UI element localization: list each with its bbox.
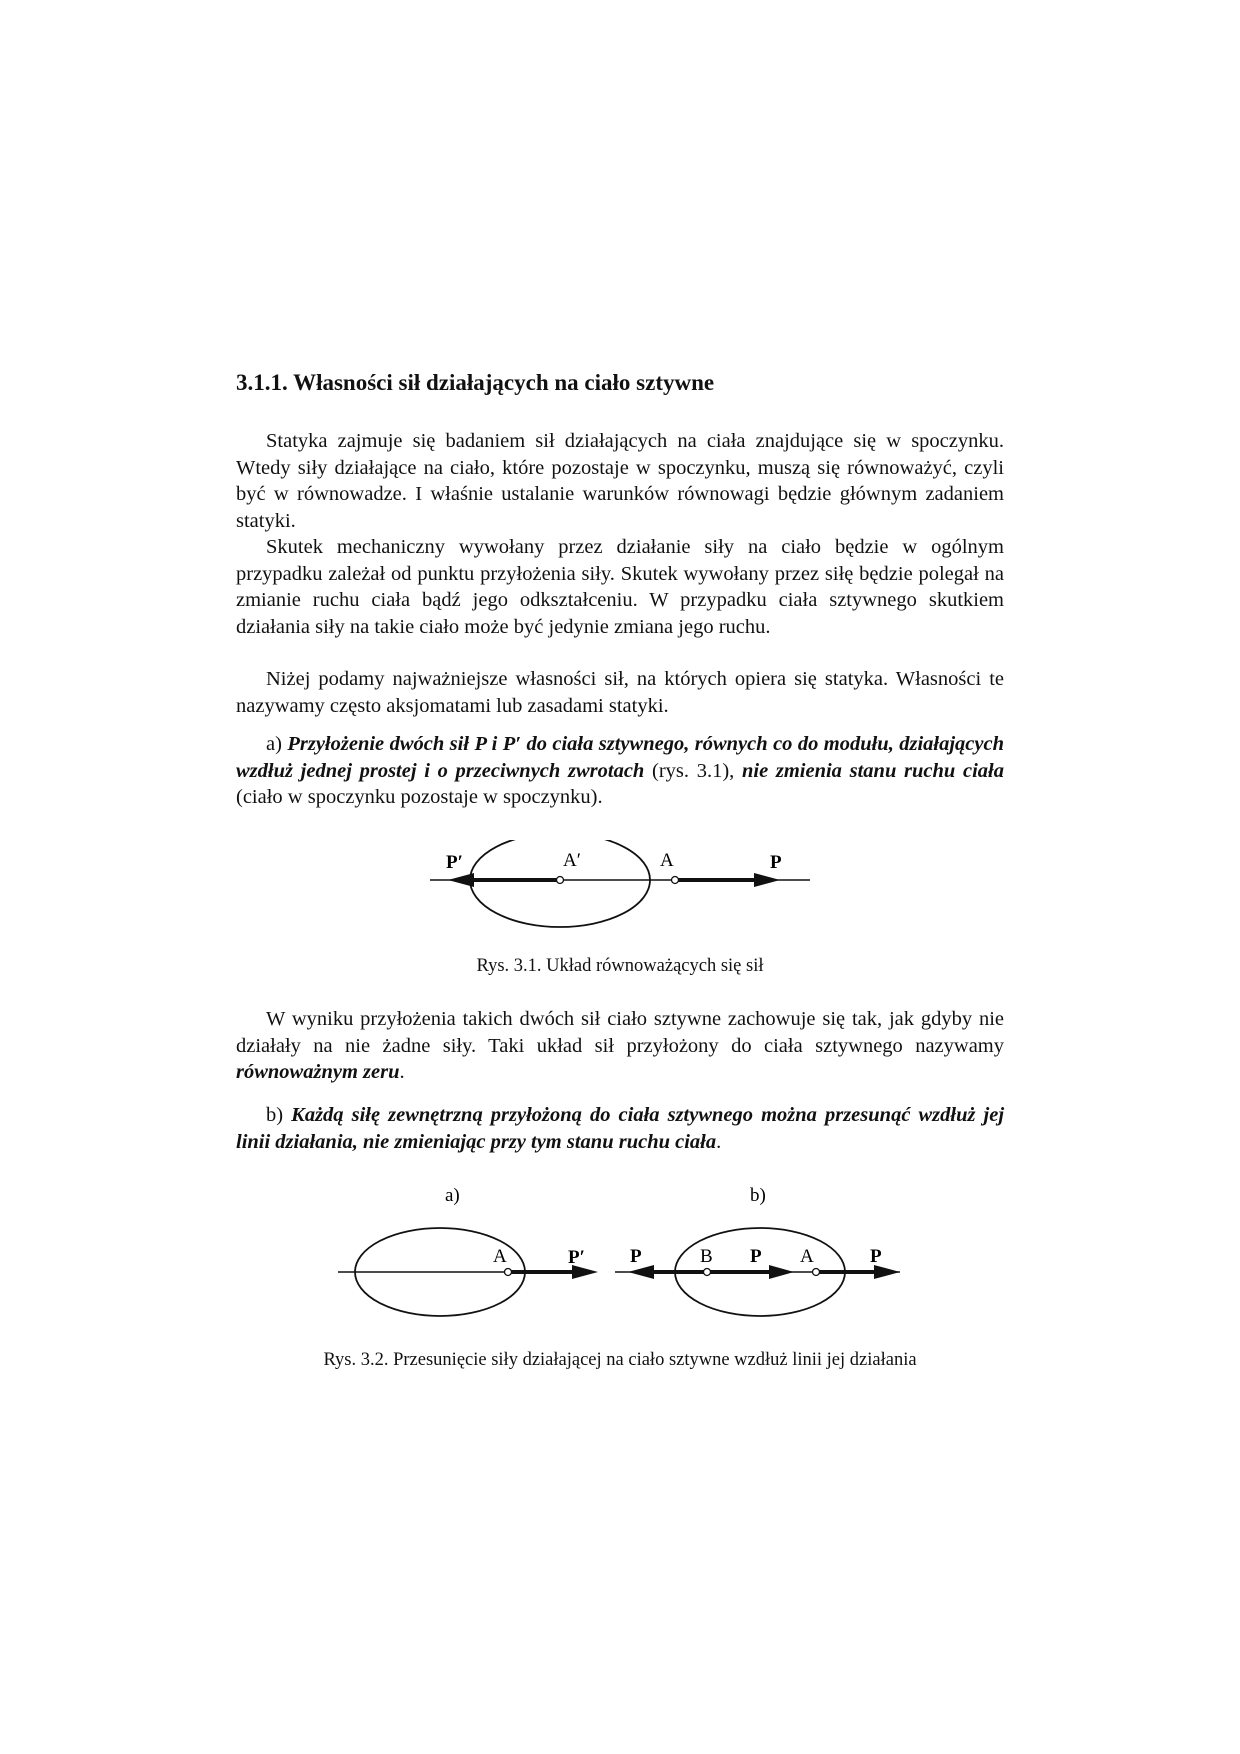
zero-system-suffix: . (399, 1061, 405, 1083)
axiom-a-suffix: (ciało w spoczynku pozostaje w spoczynku). (236, 786, 603, 808)
figure-1-point-a-prime (557, 877, 564, 884)
figure-1-force-p-arrowhead (754, 873, 780, 887)
axiom-a-reference: (rys. 3.1), (644, 759, 742, 782)
figure-2b-point-b (704, 1269, 711, 1276)
figure-2b-force-right-arrowhead (874, 1265, 900, 1279)
figure-2b-force-mid-arrowhead (769, 1265, 794, 1279)
axiom-b-prefix: b) (266, 1104, 292, 1126)
axiom-a-emphasis-2: nie zmienia stanu ruchu ciała (741, 759, 1004, 782)
figure-1-label-p: P (770, 852, 782, 873)
figure-2-left-panel (338, 1228, 598, 1316)
figure-2a-label-a: A (493, 1246, 507, 1267)
figure-2b-label-p-left: P (630, 1246, 642, 1267)
paragraph-zero-system (236, 1006, 1004, 1086)
paragraph-statics-intro: Statyka zajmuje się badaniem sił działających na ciała znajdujące się w spoczynku. Wtedy siły działające na ciało, które pozostaje w spoczynku, muszą się równoważyć, czyli być w równowadze. I właśnie ustalanie warunków równowagi będzie głównym zadaniem statyki. (236, 430, 1004, 532)
figure-1-caption: Rys. 3.1. Układ równoważących się sił (476, 956, 764, 976)
axiom-b-suffix: . (716, 1130, 722, 1153)
figure-2b-label-b: B (700, 1246, 713, 1267)
figure-2-diagram (330, 1176, 910, 1326)
axiom-b-emphasis: Każdą siłę zewnętrzną przyłożoną do ciała sztywnego można przesunąć wzdłuż jej linii działania, nie zmieniając przy tym stanu ruchu ciała (236, 1104, 1005, 1153)
figure-2-sublabel-a: a) (445, 1185, 460, 1206)
figure-1-label-a: A (660, 850, 674, 871)
paragraph-axiom-b (236, 1102, 1004, 1155)
figure-1-label-a-prime: A′ (563, 850, 581, 871)
figure-2-caption: Rys. 3.2. Przesunięcie siły działającej na ciało sztywne wzdłuż linii jej działania (323, 1350, 917, 1370)
paragraph-mechanical-effect: Skutek mechaniczny wywołany przez działanie siły na ciało będzie w ogólnym przypadku zależał od punktu przyłożenia siły. Skutek wywołany przez siłę będzie polegał na zmianie ruchu ciała bądź jego odkształceniu. W przypadku ciała sztywnego skutkiem działania siły na takie ciało może być jedynie zmiana jego ruchu. (236, 536, 1004, 638)
figure-2b-label-a: A (800, 1246, 814, 1267)
figure-1-point-a (672, 877, 679, 884)
figure-1-force-p-prime-arrowhead (448, 873, 474, 887)
zero-system-emphasis: równoważnym zeru (236, 1061, 400, 1083)
figure-2b-point-a (813, 1269, 820, 1276)
axiom-a-emphasis-1: Przyłożenie dwóch sił P i P′ do ciała sztywnego, równych co do modułu, działających wzdłuż jednej prostej i o przeciwnych zwrotach (236, 733, 1005, 782)
figure-2-right-panel (615, 1228, 900, 1316)
figure-2-sublabel-b: b) (750, 1185, 766, 1206)
axiom-a-prefix: a) (266, 733, 288, 755)
figure-1-label-p-prime: P′ (446, 852, 463, 873)
figure-2b-label-p-right: P (870, 1246, 882, 1267)
figure-2b-force-left-arrowhead (628, 1265, 654, 1279)
paragraph-axioms: Niżej podamy najważniejsze własności sił, na których opiera się statyka. Własności te nazywamy często aksjomatami lub zasadami statyki. (236, 668, 1004, 717)
figure-1-diagram (420, 840, 820, 940)
zero-system-text: W wyniku przyłożenia takich dwóch sił ciało sztywne zachowuje się tak, jak gdyby nie działały na nie żadne siły. Taki układ sił przyłożony do ciała sztywnego nazywamy (236, 1008, 1004, 1057)
figure-2a-point-a (505, 1269, 512, 1276)
section-heading: 3.1.1. Własności sił działających na ciało sztywne (236, 370, 715, 395)
paragraph-axiom-a (236, 731, 1004, 811)
figure-2a-label-p-prime: P′ (568, 1247, 585, 1268)
figure-2b-label-p-mid: P (750, 1246, 762, 1267)
